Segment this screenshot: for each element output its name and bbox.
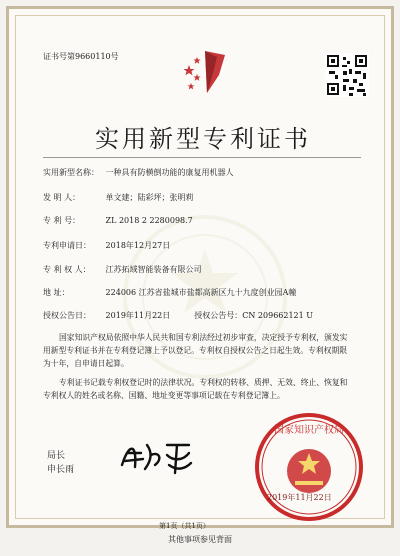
certificate-frame <box>6 6 394 528</box>
body-paragraph: 专利证书记载专利权登记时的法律状况。专利权的转移、质押、无效、终止、恢复和专利权人的姓名或名称、国籍、地址变更等事项记载在专利登记簿上。 <box>43 378 348 400</box>
field-value: 2019年11月22日 授权公告号：CN 209662121 U <box>105 311 314 320</box>
body-paragraph: 国家知识产权局依照中华人民共和国专利法经过初步审查，决定授予专利权，颁发实用新型专利证书并在专利登记簿上予以登记。专利权自授权公告之日起生效。专利权期限为十年，自申请日起算。 <box>43 333 348 368</box>
field-value: 2018年12月27日 <box>105 241 171 250</box>
certificate-body <box>43 331 349 408</box>
title-divider <box>43 157 361 158</box>
field-value: 一种具有防横倒功能的康复用机器人 <box>105 168 234 177</box>
field-label: 专 利 权 人： <box>43 265 91 274</box>
certificate-number: 证书号第9660110号 <box>43 52 119 61</box>
field-value: 单文建；陆彩坪；张明莉 <box>105 193 194 202</box>
footer-note: 其他事项参见背面 <box>168 535 232 544</box>
field-label: 地 址： <box>43 288 70 297</box>
field-application-date <box>43 241 170 251</box>
field-label: 专利申请日： <box>43 241 91 250</box>
field-patent-number <box>43 216 193 226</box>
field-utility-model-name <box>43 168 234 178</box>
field-value: 224006 江苏省盐城市盐都高新区九十九度创业园A幢 <box>105 288 297 297</box>
field-label: 发 明 人： <box>43 193 81 202</box>
field-label: 专 利 号： <box>43 216 81 225</box>
field-inventor <box>43 193 194 203</box>
field-label: 实用新型名称： <box>43 168 99 177</box>
field-address <box>43 288 296 298</box>
patent-office-logo-icon <box>179 47 239 97</box>
signature-title: 局长 <box>47 451 66 461</box>
qr-code-icon <box>325 53 369 97</box>
field-patentee <box>43 265 202 275</box>
field-value: 江苏拓域智能装备有限公司 <box>105 265 202 274</box>
field-value: ZL 2018 2 2280098.7 <box>105 216 193 225</box>
field-label: 授权公告日： <box>43 311 91 320</box>
seal-date: 2019年11月22日 <box>267 493 332 502</box>
field-grant-date <box>43 311 313 321</box>
handwritten-signature-icon <box>117 435 195 479</box>
signature-block <box>47 449 74 477</box>
seal-text: 国家知识产权局 <box>274 425 344 436</box>
signature-name: 申长雨 <box>47 465 75 475</box>
official-seal-icon <box>253 411 365 523</box>
certificate-title: 实用新型专利证书 <box>95 125 311 153</box>
page-number: 第1页（共1页） <box>159 522 210 530</box>
